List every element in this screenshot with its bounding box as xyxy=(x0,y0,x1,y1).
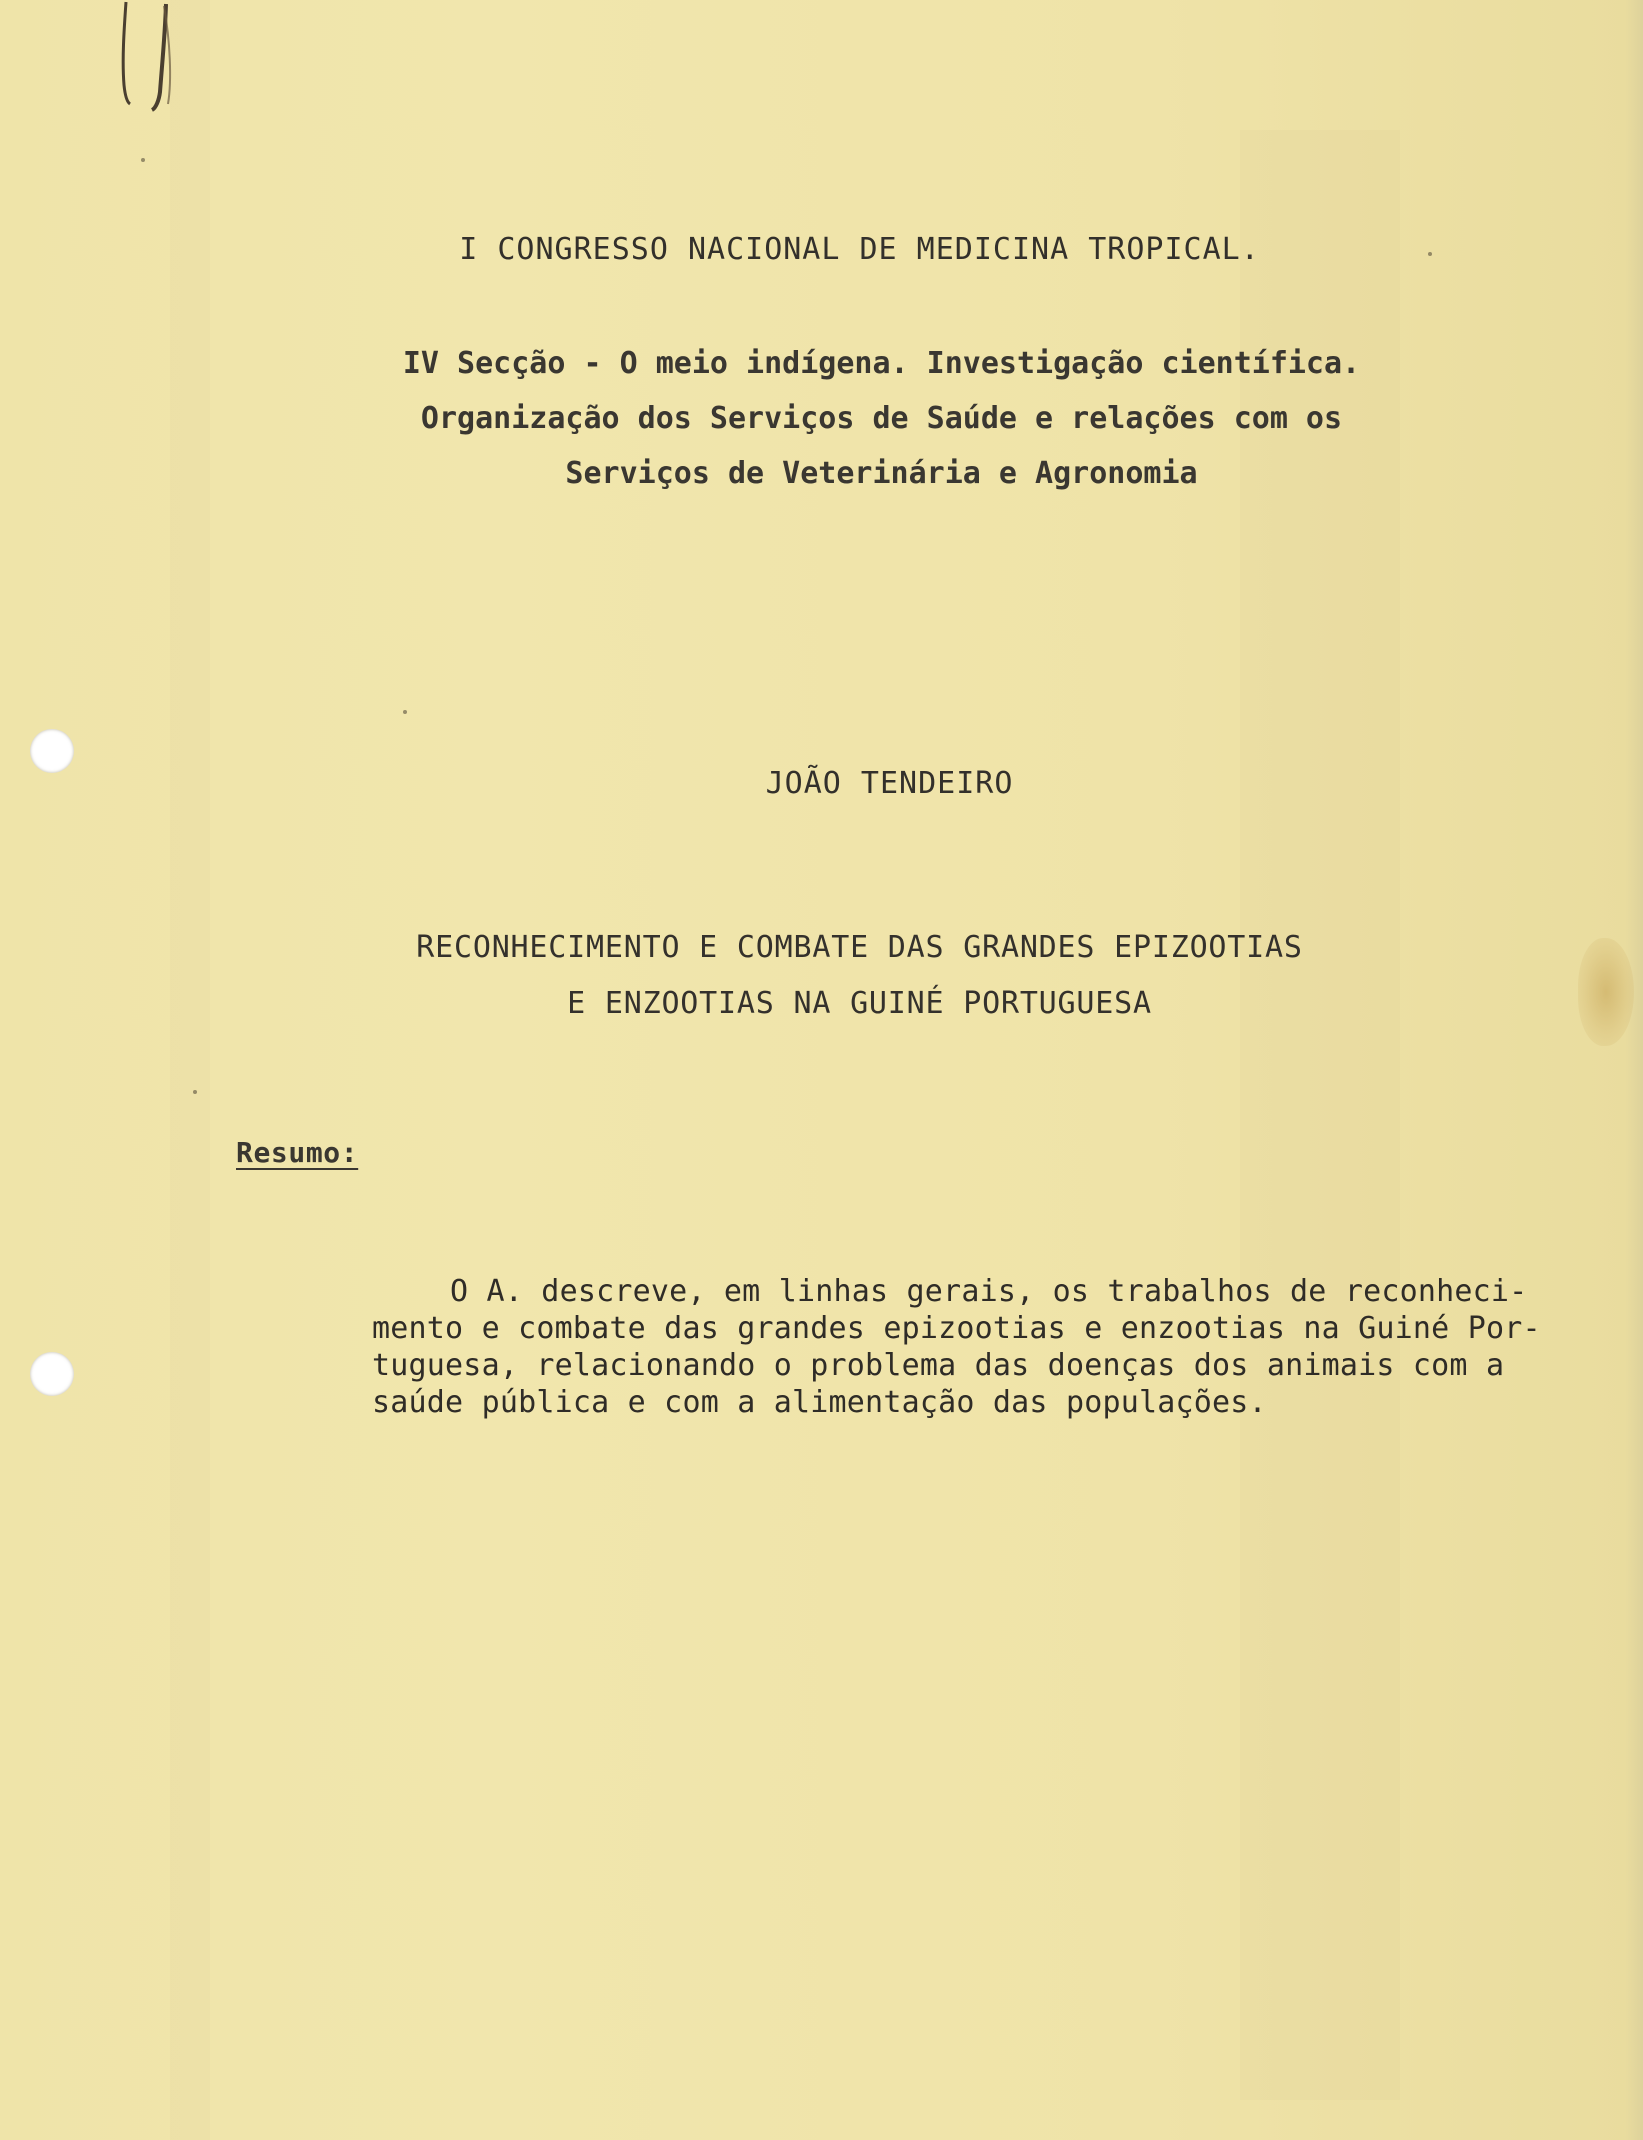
ink-speck xyxy=(403,710,407,714)
paper-title-line: RECONHECIMENTO E COMBATE DAS GRANDES EPIZOOTIAS xyxy=(416,930,1303,965)
abstract-text xyxy=(372,1273,1612,1421)
abstract-line: O A. descreve, em linhas gerais, os trabalhos de reconheci- xyxy=(450,1274,1528,1309)
paper-edge xyxy=(1625,0,1643,2140)
paper-shade-left xyxy=(170,0,210,2140)
staple-mark xyxy=(118,0,188,115)
section-line: Serviços de Veterinária e Agronomia xyxy=(565,456,1198,491)
section-heading xyxy=(60,336,1643,501)
section-line: IV Secção - O meio indígena. Investigação científica. xyxy=(402,346,1361,381)
paper-title-line: E ENZOOTIAS NA GUINÉ PORTUGUESA xyxy=(567,986,1152,1021)
section-line: Organização dos Serviços de Saúde e relações com os xyxy=(420,401,1343,436)
abstract-label: Resumo: xyxy=(236,1136,359,1169)
abstract-line: saúde pública e com a alimentação das populações. xyxy=(372,1385,1267,1420)
abstract-line: mento e combate das grandes epizootias e enzootias na Guiné Por- xyxy=(372,1311,1541,1346)
ink-speck xyxy=(141,158,145,162)
ink-speck xyxy=(193,1090,197,1094)
punch-hole-lower xyxy=(30,1352,74,1396)
congress-title: I CONGRESSO NACIONAL DE MEDICINA TROPICAL. xyxy=(459,232,1260,267)
author-name: JOÃO TENDEIRO xyxy=(765,766,1014,801)
paper-title xyxy=(38,920,1643,1032)
abstract-line: tuguesa, relacionando o problema das doenças dos animais com a xyxy=(372,1348,1505,1383)
